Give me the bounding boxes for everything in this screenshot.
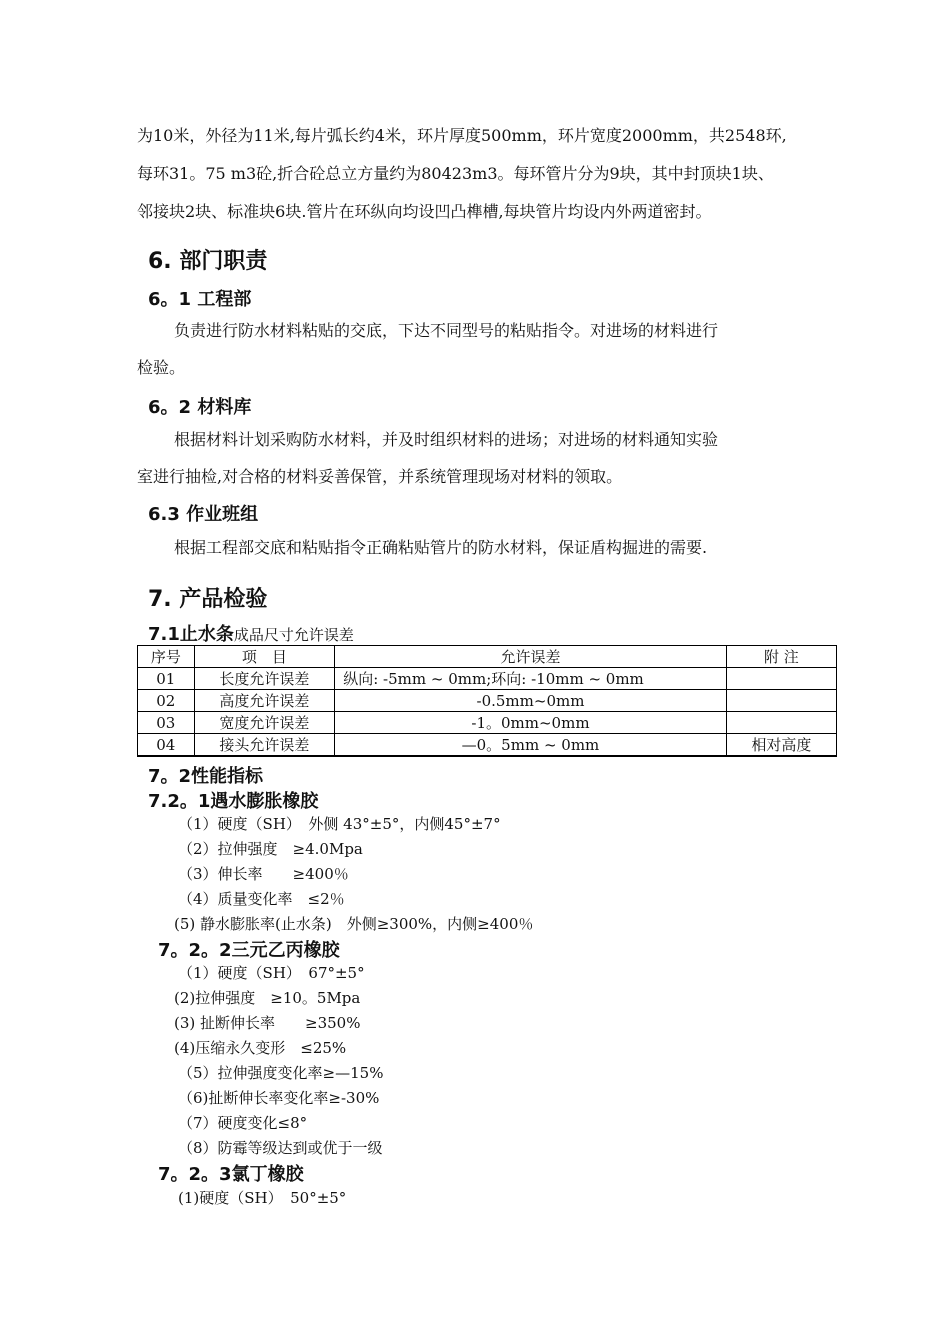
table-cell: -1。0mm~0mm xyxy=(335,712,726,734)
section-6-2-heading: 6。2 材料库 xyxy=(148,397,252,418)
table-cell: -0.5mm~0mm xyxy=(335,690,726,712)
section-6-heading: 6. 部门职责 xyxy=(148,249,268,274)
table-cell: 01 xyxy=(138,668,195,690)
table-cell: 相对高度 xyxy=(726,734,836,757)
section-6-1-heading: 6。1 工程部 xyxy=(148,289,252,310)
table-row xyxy=(138,668,837,690)
table-cell: 长度允许误差 xyxy=(194,668,335,690)
section-6-1-line-2: 检验。 xyxy=(137,358,186,377)
section-7-1-title: 7.1止水条 xyxy=(148,624,234,645)
table-cell: 03 xyxy=(138,712,195,734)
section-7-heading: 7. 产品检验 xyxy=(148,587,268,612)
table-cell xyxy=(726,668,836,690)
list-item: （6)扯断伸长率变化率≥-30% xyxy=(178,1089,380,1107)
table-cell: 高度允许误差 xyxy=(194,690,335,712)
table-cell xyxy=(726,712,836,734)
list-item: （3）伸长率 ≥400％ xyxy=(178,865,349,883)
section-7-2-3-heading: 7。2。3氯丁橡胶 xyxy=(158,1164,304,1185)
table-header: 附 注 xyxy=(726,646,836,668)
table-cell: 纵向: -5mm ~ 0mm;环向: -10mm ~ 0mm xyxy=(335,668,726,690)
section-6-1-line-1: 负责进行防水材料粘贴的交底，下达不同型号的粘贴指令。对进场的材料进行 xyxy=(174,321,719,340)
list-item: (2)拉伸强度 ≥10。5Mpa xyxy=(174,989,361,1007)
table-row xyxy=(138,734,837,757)
intro-line-2: 每环31。75 m3砼,折合砼总立方量约为80423m3。每环管片分为9块，其中封顶块1块、 xyxy=(137,164,774,183)
list-item: (4)压缩永久变形 ≤25% xyxy=(174,1039,347,1057)
table-header: 项 目 xyxy=(194,646,335,668)
section-7-1-heading xyxy=(148,620,354,646)
list-item: (1)硬度（SH） 50°±5° xyxy=(178,1189,347,1207)
section-7-2-heading: 7。2性能指标 xyxy=(148,766,264,787)
table-cell: 02 xyxy=(138,690,195,712)
table-header: 允许误差 xyxy=(335,646,726,668)
list-item: (5) 静水膨胀率(止水条) 外侧≥300%，内侧≥400％ xyxy=(174,915,534,933)
table-cell xyxy=(726,690,836,712)
section-7-2-2-heading: 7。2。2三元乙丙橡胶 xyxy=(158,940,340,961)
section-6-3-heading: 6.3 作业班组 xyxy=(148,504,259,525)
list-item: （7）硬度变化≤8° xyxy=(178,1114,308,1132)
section-7-1-subtitle: 成品尺寸允许误差 xyxy=(233,626,354,644)
section-7-2-1-heading: 7.2。1遇水膨胀橡胶 xyxy=(148,791,319,812)
section-6-2-line-2: 室进行抽检,对合格的材料妥善保管，并系统管理现场对材料的领取。 xyxy=(137,467,623,486)
table-cell: —0。5mm ~ 0mm xyxy=(335,734,726,757)
section-6-3-line-1: 根据工程部交底和粘贴指令正确粘贴管片的防水材料，保证盾构掘进的需要. xyxy=(174,538,708,557)
section-6-2-line-1: 根据材料计划采购防水材料，并及时组织材料的进场；对进场的材料通知实验 xyxy=(174,430,719,449)
list-item: （5）拉伸强度变化率≥—15% xyxy=(178,1064,384,1082)
tolerance-table xyxy=(137,645,837,757)
table-cell: 宽度允许误差 xyxy=(194,712,335,734)
list-item: (3) 扯断伸长率 ≥350% xyxy=(174,1014,361,1032)
list-item: （8）防霉等级达到或优于一级 xyxy=(178,1139,383,1157)
table-row xyxy=(138,690,837,712)
table-cell: 接头允许误差 xyxy=(194,734,335,757)
table-header: 序号 xyxy=(138,646,195,668)
list-item: （4）质量变化率 ≤2％ xyxy=(178,890,345,908)
list-item: （1）硬度（SH） 外侧 43°±5°，内侧45°±7° xyxy=(178,815,501,833)
list-item: （1）硬度（SH） 67°±5° xyxy=(178,964,365,982)
intro-line-1: 为10米，外径为11米,每片弧长约4米，环片厚度500mm，环片宽度2000mm，共2548环, xyxy=(137,126,787,145)
list-item: （2）拉伸强度 ≥4.0Mpa xyxy=(178,840,363,858)
table-header-row xyxy=(138,646,837,668)
intro-line-3: 邻接块2块、标准块6块.管片在环纵向均设凹凸榫槽,每块管片均设内外两道密封。 xyxy=(137,202,712,221)
table-cell: 04 xyxy=(138,734,195,757)
table-row xyxy=(138,712,837,734)
